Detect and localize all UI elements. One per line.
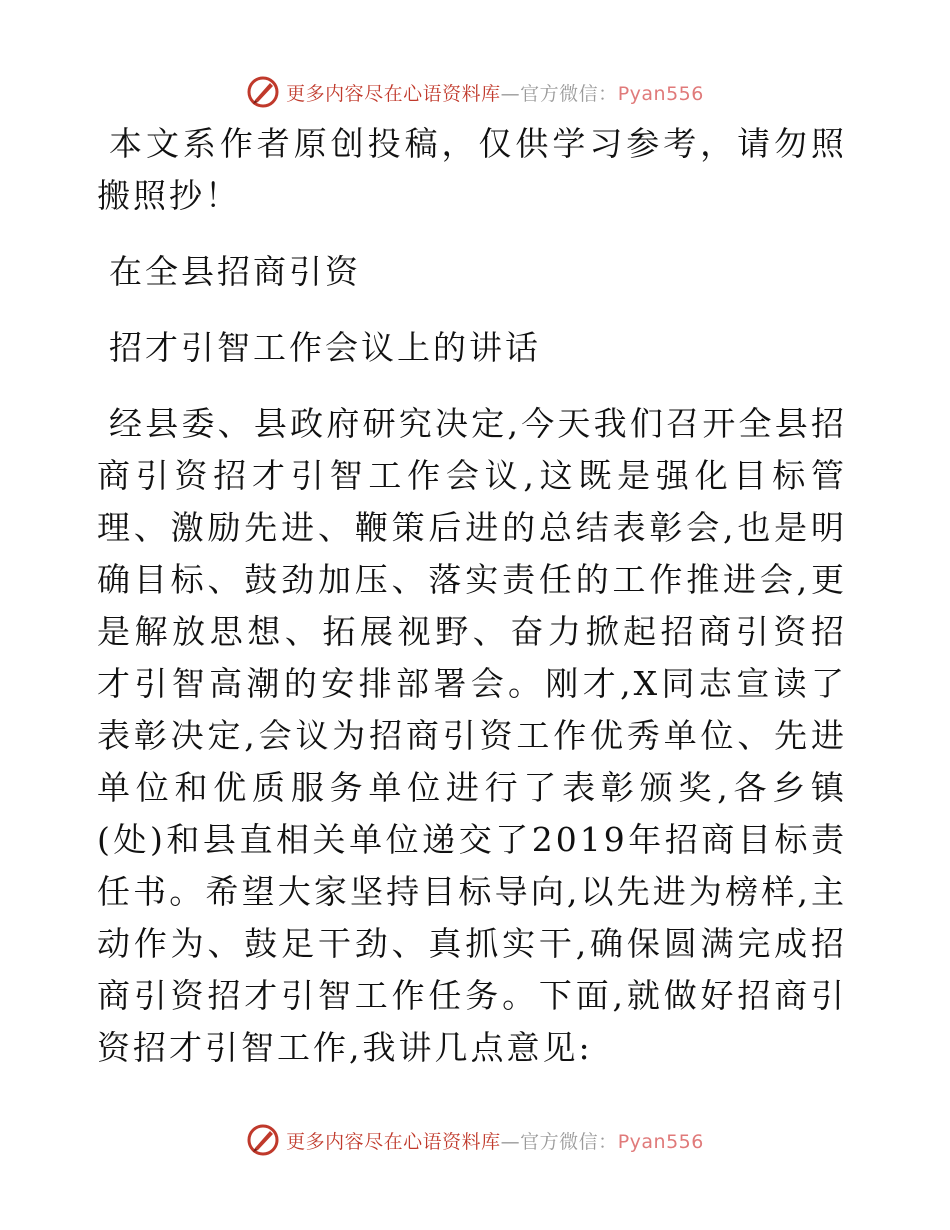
speech-paragraph: 经县委、县政府研究决定,今天我们召开全县招商引资招才引智工作会议,这既是强化目标管理、激励先进、鞭策后进的总结表彰会,也是明确目标、鼓劲加压、落实责任的工作推进会,更是解放思想、拓展视野、奋力掀起招商引资招才引智高潮的安排部署会。刚才,X同志宣读了表彰决定,会议为招商引资工作优秀单位、先进单位和优质服务单位进行了表彰颁奖,各乡镇(处)和县直相关单位递交了2019年招商目标责任书。希望大家坚持目标导向,以先进为榜样,主动作为、鼓足干劲、真抓实干,确保圆满完成招商引资招才引智工作任务。下面,就做好招商引资招才引智工作,我讲几点意见: <box>97 404 847 1067</box>
quill-logo-icon <box>246 1123 280 1157</box>
watermark-label: 官方微信： <box>520 1130 618 1153</box>
quill-logo-icon <box>246 75 280 109</box>
footer-watermark <box>0 1120 950 1160</box>
document-body <box>97 118 847 1074</box>
watermark-wechat-id: Pyan556 <box>617 1130 704 1153</box>
copyright-notice: 本文系作者原创投稿，仅供学习参考，请勿照搬照抄！ <box>97 124 847 215</box>
watermark-dash: — <box>500 1130 521 1153</box>
header-watermark <box>0 72 950 112</box>
watermark-label: 官方微信： <box>520 82 618 105</box>
watermark-site: 更多内容尽在心语资料库 <box>286 82 501 105</box>
speech-title-line-2: 招才引智工作会议上的讲话 <box>109 328 541 367</box>
speech-title-line-1: 在全县招商引资 <box>109 252 361 291</box>
watermark-wechat-id: Pyan556 <box>617 82 704 105</box>
watermark-site: 更多内容尽在心语资料库 <box>286 1130 501 1153</box>
watermark-dash: — <box>500 82 521 105</box>
